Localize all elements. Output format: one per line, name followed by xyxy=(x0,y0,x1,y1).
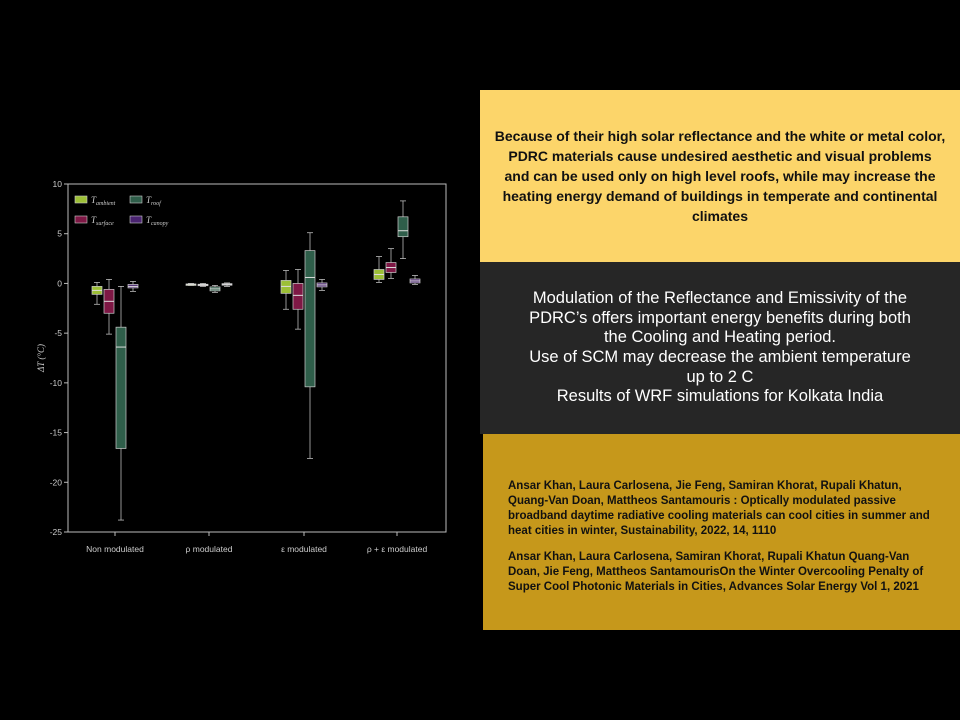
x-tick-label: Non modulated xyxy=(86,544,144,554)
box-ambient-3 xyxy=(374,257,384,283)
info-panel-top-text: Because of their high solar reflectance and the white or metal color, PDRC materials cause undesired aesthetic and visual problems and can be used only on high level roofs, while may increase the heating energy demand of buildings in temperate and continental climates xyxy=(494,128,946,224)
middle-line-1: Modulation of the Reflectance and Emissivity of the xyxy=(532,289,908,308)
y-tick-label: -15 xyxy=(49,427,62,438)
box-canopy-0 xyxy=(128,281,138,291)
info-panel-middle-text xyxy=(529,289,911,407)
box-iqr xyxy=(116,327,126,448)
box-ambient-1 xyxy=(186,283,196,285)
box-ambient-2 xyxy=(281,271,291,310)
reference-2: Ansar Khan, Laura Carlosena, Samiran Khorat, Rupali Khatun Quang-Van Doan, Jie Feng, Mattheos SantamourisOn the Winter Overcooling Penalty of Super Cool Photonic Materials in Cities, Advances Solar Energy Vol 1, 2021 xyxy=(508,551,924,593)
box-surface-1 xyxy=(198,283,208,286)
box-surface-2 xyxy=(293,270,303,330)
y-tick-label: -5 xyxy=(54,328,62,339)
middle-line-2: PDRC’s offers important energy benefits during both xyxy=(529,308,911,327)
box-canopy-2 xyxy=(317,279,327,290)
box-roof-2 xyxy=(305,233,315,459)
legend-label-ambient: $T_{ambient}$ xyxy=(91,195,116,207)
references-panel xyxy=(483,434,960,630)
x-tick-label: ρ + ε modulated xyxy=(366,544,428,554)
box-canopy-1 xyxy=(222,283,232,286)
legend-label-canopy: $T_{canopy}$ xyxy=(146,215,169,227)
legend-swatch-surface xyxy=(75,216,87,223)
legend-swatch-ambient xyxy=(75,196,87,203)
box-iqr xyxy=(305,251,315,387)
box-surface-3 xyxy=(386,249,396,279)
box-roof-3 xyxy=(398,201,408,259)
legend-label-surface: $T_{surface}$ xyxy=(91,215,114,227)
y-tick-label: -20 xyxy=(49,477,62,488)
y-tick-label: 0 xyxy=(57,278,62,289)
chart-legend xyxy=(75,195,169,227)
box-iqr xyxy=(293,283,303,309)
x-tick-label: ε modulated xyxy=(281,544,327,554)
box-surface-0 xyxy=(104,279,114,334)
middle-line-4: Use of SCM may decrease the ambient temperature xyxy=(529,348,911,366)
middle-line-6: Results of WRF simulations for Kolkata India xyxy=(556,387,884,406)
y-tick-label: -25 xyxy=(49,527,62,537)
box-roof-0 xyxy=(116,286,126,520)
legend-swatch-roof xyxy=(130,196,142,203)
y-tick-label: 5 xyxy=(57,228,62,239)
x-tick-label: ρ modulated xyxy=(185,544,233,554)
box-ambient-0 xyxy=(92,282,102,304)
legend-label-roof: $T_{roof}$ xyxy=(146,195,161,207)
info-panel-top xyxy=(480,90,960,262)
legend-swatch-canopy xyxy=(130,216,142,223)
middle-line-3: the Cooling and Heating period. xyxy=(603,328,837,347)
info-panel-middle xyxy=(480,262,960,434)
box-roof-1 xyxy=(210,285,220,292)
box-iqr xyxy=(398,217,408,237)
reference-1: Ansar Khan, Laura Carlosena, Jie Feng, Samiran Khorat, Rupali Khatun, Quang-Van Doan, Mattheos Santamouris : Optically modulated passive broadband daytime radiative cooling materials can cool cities in summer and heat cities in winter, Sustainability, 2022, 14, 1110 xyxy=(508,480,930,537)
y-tick-label: -10 xyxy=(49,377,62,388)
y-axis-label: ΔT (°C) xyxy=(36,344,46,372)
y-tick-label: 10 xyxy=(52,179,62,189)
box-canopy-3 xyxy=(410,275,420,284)
middle-line-5: up to 2 C xyxy=(686,367,754,386)
